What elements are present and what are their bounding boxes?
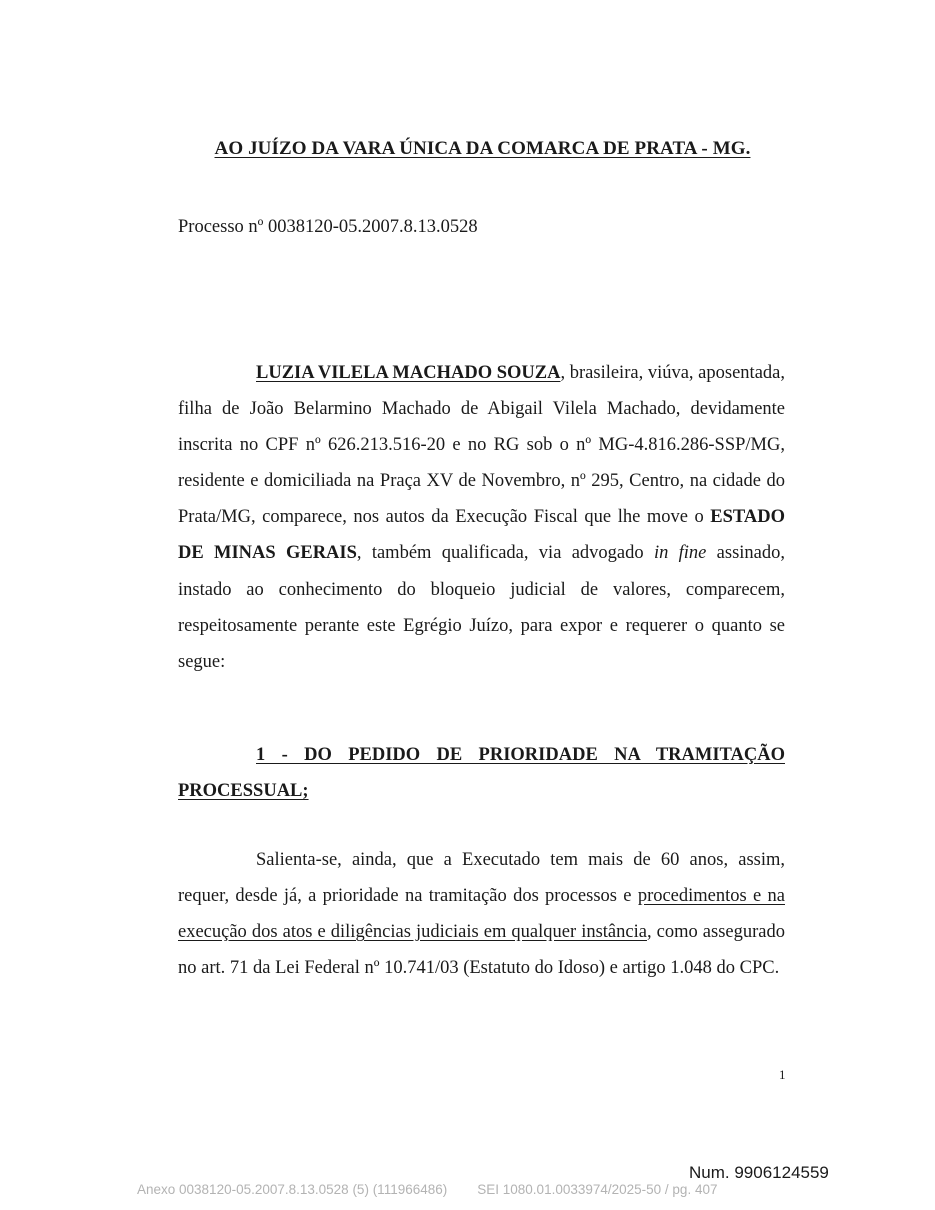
process-number: Processo nº 0038120-05.2007.8.13.0528 [178, 217, 478, 237]
page-number: 1 [779, 1067, 786, 1082]
paragraph2-text-b: , como assegurado no art. 71 da Lei Federal nº 10.741/03 (Estatuto do Idoso) e artigo 1.048 do CPC. [178, 922, 786, 979]
qualification-paragraph [178, 355, 785, 680]
italic-term: in fine [653, 543, 707, 564]
opposing-party: ESTADO DE MINAS GERAIS [178, 507, 785, 564]
document-heading: AO JUÍZO DA VARA ÚNICA DA COMARCA DE PRATA - MG. [214, 138, 751, 159]
paragraph1-text-c: assinado, instado ao conhecimento do bloqueio judicial de valores, comparecem, respeitosamente perante este Egrégio Juízo, para expor e requerer o quanto se segue: [178, 543, 786, 672]
section-title [178, 737, 785, 809]
paragraph2-text-a: Salienta-se, ainda, que a Executado tem mais de 60 anos, assim, requer, desde já, a prioridade na tramitação dos processos e [178, 850, 785, 907]
annex-footer [137, 1182, 717, 1197]
annex-reference: Anexo 0038120-05.2007.8.13.0528 (5) (111966486) [137, 1182, 448, 1197]
paragraph1-text-a: , brasileira, viúva, aposentada, filha de João Belarmino Machado de Abigail Vilela Machado, devidamente inscrita no CPF nº 626.213.516-20 e no RG sob o nº MG-4.816.286-SSP/MG, residente e domiciliada na Praça XV de Novembro, nº 295, Centro, na cidade do Prata/MG, comparece, nos autos da Execução Fiscal que lhe move o [178, 363, 785, 528]
party-name: LUZIA VILELA MACHADO SOUZA [256, 363, 561, 383]
document-id-stamp: Num. 9906124559 [689, 1163, 829, 1182]
paragraph1-text-b: , também qualificada, via advogado [356, 543, 654, 564]
priority-paragraph [178, 842, 785, 986]
section-title-text: 1 - DO PEDIDO DE PRIORIDADE NA TRAMITAÇÃO PROCESSUAL; [178, 745, 785, 802]
sei-reference: SEI 1080.01.0033974/2025-50 / pg. 407 [477, 1182, 718, 1197]
paragraph2-underlined: procedimentos e na execução dos atos e diligências judiciais em qualquer instância [178, 886, 785, 943]
